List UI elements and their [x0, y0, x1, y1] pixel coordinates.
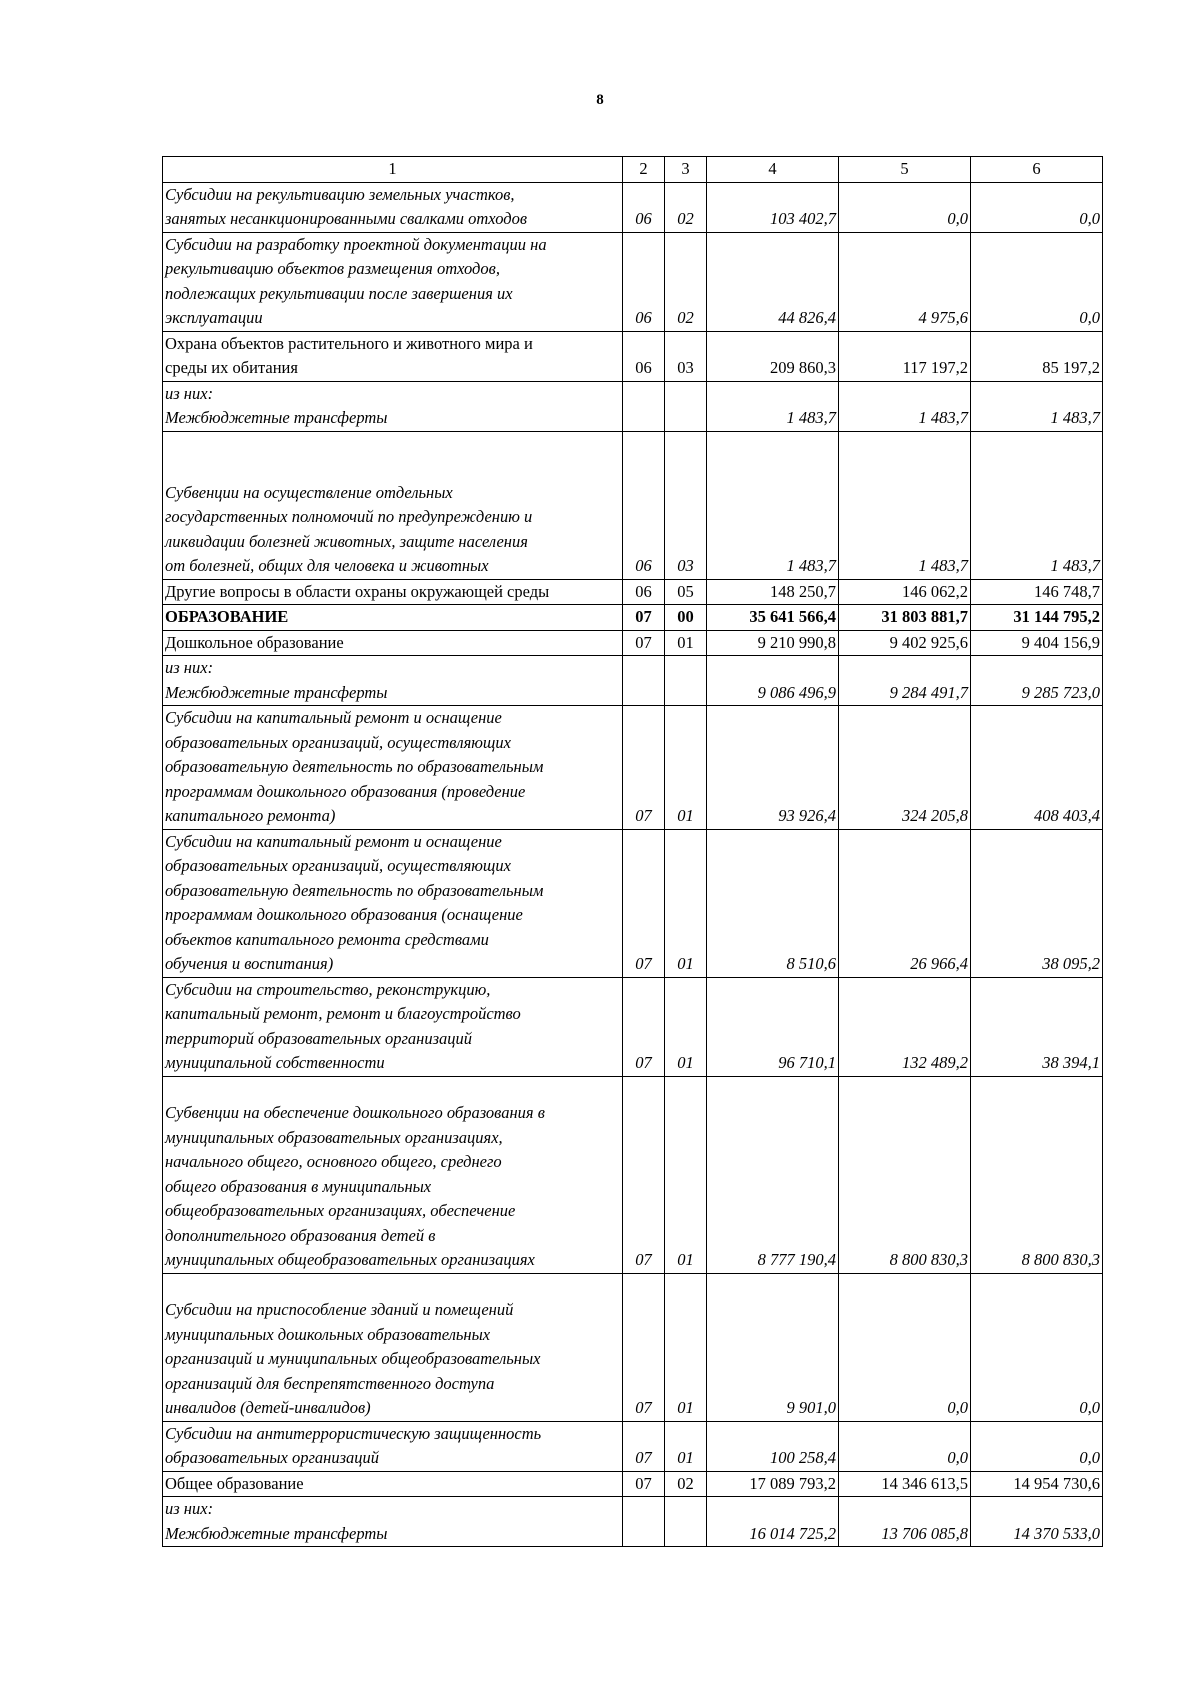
- amount-col-5: 117 197,2: [839, 331, 971, 381]
- table-row: [163, 431, 1103, 579]
- column-header: 4: [707, 157, 839, 183]
- table-row: [163, 1273, 1103, 1421]
- section-code: [623, 1497, 665, 1547]
- table-row: [163, 182, 1103, 232]
- amount-col-4: 9 210 990,8: [707, 630, 839, 656]
- amount-col-5: 1 483,7: [839, 431, 971, 579]
- amount-col-6: 408 403,4: [971, 706, 1103, 830]
- subsection-code: 01: [665, 1076, 707, 1273]
- table-row: [163, 1076, 1103, 1273]
- table-row: [163, 630, 1103, 656]
- section-code: 07: [623, 977, 665, 1076]
- item-name: из них: Межбюджетные трансферты: [163, 656, 623, 706]
- amount-col-4: 16 014 725,2: [707, 1497, 839, 1547]
- amount-col-6: 8 800 830,3: [971, 1076, 1103, 1273]
- subsection-code: 01: [665, 706, 707, 830]
- subsection-code: [665, 381, 707, 431]
- table-row: [163, 829, 1103, 977]
- amount-col-5: 0,0: [839, 1421, 971, 1471]
- subsection-code: 03: [665, 431, 707, 579]
- amount-col-5: 13 706 085,8: [839, 1497, 971, 1547]
- item-name: Субсидии на разработку проектной документации на рекультивацию объектов размещения отходов, подлежащих рекультивации после завершения их эксплуатации: [163, 232, 623, 331]
- item-name: ОБРАЗОВАНИЕ: [163, 605, 623, 631]
- amount-col-4: 100 258,4: [707, 1421, 839, 1471]
- column-header: 2: [623, 157, 665, 183]
- table-row: [163, 381, 1103, 431]
- amount-col-6: 38 095,2: [971, 829, 1103, 977]
- item-name: Охрана объектов растительного и животного мира и среды их обитания: [163, 331, 623, 381]
- section-code: [623, 381, 665, 431]
- amount-col-5: 4 975,6: [839, 232, 971, 331]
- amount-col-6: 14 954 730,6: [971, 1471, 1103, 1497]
- subsection-code: 01: [665, 1421, 707, 1471]
- section-code: 07: [623, 605, 665, 631]
- amount-col-4: 44 826,4: [707, 232, 839, 331]
- amount-col-4: 148 250,7: [707, 579, 839, 605]
- table-row: [163, 1421, 1103, 1471]
- subsection-code: 02: [665, 1471, 707, 1497]
- subsection-code: [665, 1497, 707, 1547]
- amount-col-4: 1 483,7: [707, 381, 839, 431]
- subsection-code: 01: [665, 630, 707, 656]
- section-code: 07: [623, 1273, 665, 1421]
- subsection-code: [665, 656, 707, 706]
- column-header: 1: [163, 157, 623, 183]
- table-row: [163, 579, 1103, 605]
- section-code: 07: [623, 829, 665, 977]
- amount-col-5: 14 346 613,5: [839, 1471, 971, 1497]
- amount-col-6: 38 394,1: [971, 977, 1103, 1076]
- amount-col-6: 0,0: [971, 232, 1103, 331]
- amount-col-4: 93 926,4: [707, 706, 839, 830]
- amount-col-6: 31 144 795,2: [971, 605, 1103, 631]
- column-header: 3: [665, 157, 707, 183]
- item-name: Субсидии на антитеррористическую защищенность образовательных организаций: [163, 1421, 623, 1471]
- budget-table: [162, 156, 1103, 1547]
- amount-col-6: 0,0: [971, 1421, 1103, 1471]
- amount-col-5: 146 062,2: [839, 579, 971, 605]
- amount-col-6: 0,0: [971, 182, 1103, 232]
- amount-col-6: 0,0: [971, 1273, 1103, 1421]
- table-row: [163, 977, 1103, 1076]
- section-code: 07: [623, 630, 665, 656]
- item-name: из них: Межбюджетные трансферты: [163, 1497, 623, 1547]
- amount-col-4: 9 086 496,9: [707, 656, 839, 706]
- amount-col-6: 9 404 156,9: [971, 630, 1103, 656]
- table-header-row: [163, 157, 1103, 183]
- amount-col-4: 9 901,0: [707, 1273, 839, 1421]
- amount-col-4: 8 510,6: [707, 829, 839, 977]
- amount-col-4: 103 402,7: [707, 182, 839, 232]
- table-row: [163, 1471, 1103, 1497]
- subsection-code: 01: [665, 1273, 707, 1421]
- subsection-code: 03: [665, 331, 707, 381]
- amount-col-5: 9 402 925,6: [839, 630, 971, 656]
- section-code: 07: [623, 1076, 665, 1273]
- table-row: [163, 605, 1103, 631]
- subsection-code: 02: [665, 232, 707, 331]
- section-code: [623, 656, 665, 706]
- subsection-code: 01: [665, 829, 707, 977]
- subsection-code: 00: [665, 605, 707, 631]
- amount-col-4: 209 860,3: [707, 331, 839, 381]
- amount-col-5: 31 803 881,7: [839, 605, 971, 631]
- item-name: Субвенции на обеспечение дошкольного образования в муниципальных образовательных организациях, начального общего, основного общего, среднего общего образования в муниципальных общеобразовательных организациях, обеспечение дополнительного образования детей в муниципальных общеобразовательных организациях: [163, 1076, 623, 1273]
- item-name: Субсидии на строительство, реконструкцию, капитальный ремонт, ремонт и благоустройство территорий образовательных организаций муниципальной собственности: [163, 977, 623, 1076]
- subsection-code: 01: [665, 977, 707, 1076]
- amount-col-5: 26 966,4: [839, 829, 971, 977]
- amount-col-6: 1 483,7: [971, 431, 1103, 579]
- table-body: [163, 182, 1103, 1547]
- section-code: 06: [623, 431, 665, 579]
- page-number: 8: [596, 92, 604, 108]
- subsection-code: 02: [665, 182, 707, 232]
- item-name: Дошкольное образование: [163, 630, 623, 656]
- amount-col-4: 17 089 793,2: [707, 1471, 839, 1497]
- item-name: Общее образование: [163, 1471, 623, 1497]
- section-code: 07: [623, 1421, 665, 1471]
- column-header: 5: [839, 157, 971, 183]
- amount-col-5: 8 800 830,3: [839, 1076, 971, 1273]
- table-row: [163, 331, 1103, 381]
- section-code: 06: [623, 331, 665, 381]
- amount-col-6: 85 197,2: [971, 331, 1103, 381]
- table-row: [163, 706, 1103, 830]
- amount-col-4: 1 483,7: [707, 431, 839, 579]
- amount-col-5: 0,0: [839, 1273, 971, 1421]
- amount-col-5: 9 284 491,7: [839, 656, 971, 706]
- section-code: 06: [623, 579, 665, 605]
- item-name: Субвенции на осуществление отдельных государственных полномочий по предупреждению и ликвидации болезней животных, защите населения от болезней, общих для человека и животных: [163, 431, 623, 579]
- table-row: [163, 1497, 1103, 1547]
- amount-col-4: 35 641 566,4: [707, 605, 839, 631]
- item-name: Субсидии на капитальный ремонт и оснащение образовательных организаций, осуществляющих образовательную деятельность по образовательным программам дошкольного образования (оснащение объектов капитального ремонта средствами обучения и воспитания): [163, 829, 623, 977]
- amount-col-6: 1 483,7: [971, 381, 1103, 431]
- section-code: 07: [623, 1471, 665, 1497]
- subsection-code: 05: [665, 579, 707, 605]
- item-name: Субсидии на приспособление зданий и помещений муниципальных дошкольных образовательных организаций и муниципальных общеобразовательных организаций для беспрепятственного доступа инвалидов (детей-инвалидов): [163, 1273, 623, 1421]
- table-row: [163, 656, 1103, 706]
- item-name: Другие вопросы в области охраны окружающей среды: [163, 579, 623, 605]
- amount-col-5: 132 489,2: [839, 977, 971, 1076]
- section-code: 06: [623, 232, 665, 331]
- amount-col-6: 146 748,7: [971, 579, 1103, 605]
- amount-col-5: 1 483,7: [839, 381, 971, 431]
- section-code: 07: [623, 706, 665, 830]
- amount-col-6: 14 370 533,0: [971, 1497, 1103, 1547]
- amount-col-5: 324 205,8: [839, 706, 971, 830]
- table-row: [163, 232, 1103, 331]
- amount-col-4: 96 710,1: [707, 977, 839, 1076]
- amount-col-4: 8 777 190,4: [707, 1076, 839, 1273]
- section-code: 06: [623, 182, 665, 232]
- amount-col-6: 9 285 723,0: [971, 656, 1103, 706]
- amount-col-5: 0,0: [839, 182, 971, 232]
- item-name: из них: Межбюджетные трансферты: [163, 381, 623, 431]
- item-name: Субсидии на капитальный ремонт и оснащение образовательных организаций, осуществляющих образовательную деятельность по образовательным программам дошкольного образования (проведение капитального ремонта): [163, 706, 623, 830]
- column-header: 6: [971, 157, 1103, 183]
- item-name: Субсидии на рекультивацию земельных участков, занятых несанкционированными свалками отходов: [163, 182, 623, 232]
